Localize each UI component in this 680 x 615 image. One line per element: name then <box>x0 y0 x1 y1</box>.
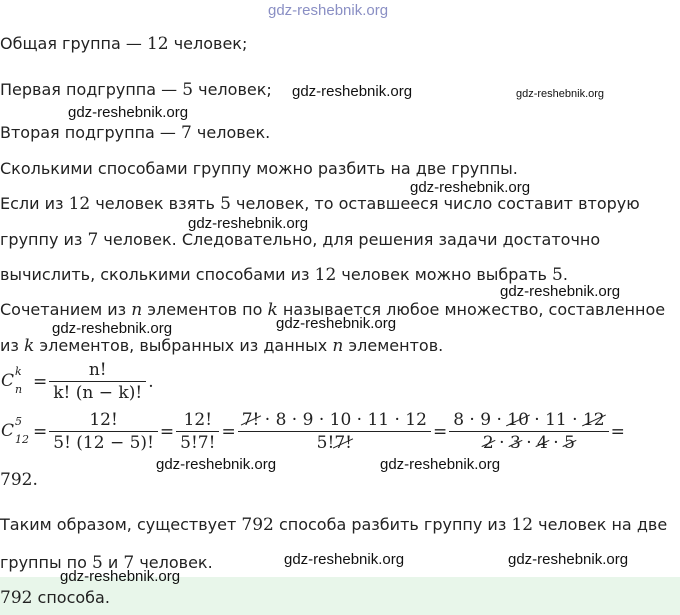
number: 12 <box>68 194 91 214</box>
text: называется любое множество, составленное <box>277 300 666 319</box>
text: группы по <box>0 553 93 572</box>
period: . <box>148 371 154 392</box>
watermark: gdz-reshebnik.org <box>516 88 605 100</box>
variable: n <box>131 300 143 320</box>
text: человек, то оставшееся число составит вторую <box>230 194 640 213</box>
denominator: 5!7! <box>180 433 216 453</box>
factorial: 5! <box>316 433 335 453</box>
superscript: k <box>15 364 22 378</box>
equals-sign: = <box>159 421 175 442</box>
numerator <box>238 410 431 432</box>
number: 12 <box>314 265 337 285</box>
fraction-4 <box>449 410 608 453</box>
text: человек взять <box>90 194 221 213</box>
text: Таким образом, существует <box>0 515 242 534</box>
text: Сочетанием из <box>0 300 132 319</box>
watermark: gdz-reshebnik.org <box>60 568 181 585</box>
text: человек. <box>134 553 213 572</box>
number: 5 <box>182 80 194 100</box>
watermark: gdz-reshebnik.org <box>52 320 173 337</box>
watermark: gdz-reshebnik.org <box>500 283 621 300</box>
dot: · <box>520 433 538 453</box>
watermark: gdz-reshebnik.org <box>68 104 189 121</box>
product: · 8 · 9 · 10 · 11 · 12 <box>259 410 427 430</box>
formula-combination-definition <box>0 360 155 403</box>
text: Сколькими способами группу можно разбить на две группы. <box>0 159 518 178</box>
fraction <box>49 360 146 403</box>
text-line-2 <box>0 80 272 100</box>
text: способа разбить группу из <box>273 515 512 534</box>
dot: · <box>493 433 510 453</box>
watermark: gdz-reshebnik.org <box>284 551 405 568</box>
watermark: gdz-reshebnik.org <box>292 83 413 100</box>
equals-sign: = <box>610 421 625 442</box>
text-line-5 <box>0 194 640 214</box>
subscript: 12 <box>15 432 29 446</box>
watermark: gdz-reshebnik.org <box>188 215 309 232</box>
equals-sign: = <box>33 371 48 392</box>
text-line-9 <box>0 336 443 356</box>
text: из <box>0 336 24 355</box>
cancelled-term: 7! <box>334 433 352 453</box>
symbol-C: C <box>1 370 15 391</box>
denominator <box>238 432 431 453</box>
text: человек можно выбрать <box>336 265 553 284</box>
combination-symbol <box>1 364 31 396</box>
answer-text <box>0 588 110 608</box>
variable: k <box>267 300 278 320</box>
text-line-1 <box>0 34 247 54</box>
fraction-1 <box>49 410 158 453</box>
text: человек. Следовательно, для решения задачи достаточно <box>98 230 601 249</box>
watermark: gdz-reshebnik.org <box>410 179 531 196</box>
text: человек; <box>193 80 272 99</box>
denominator: 5! (12 − 5)! <box>53 433 154 453</box>
text: способа. <box>32 588 110 607</box>
text: . <box>562 265 568 284</box>
text-line-7 <box>0 265 568 285</box>
fraction-3 <box>238 410 431 453</box>
dot: · <box>547 433 565 453</box>
cancelled-term: 4 <box>537 433 548 453</box>
number: 12 <box>146 34 169 54</box>
watermark: gdz-reshebnik.org <box>156 456 277 473</box>
numerator <box>449 410 608 432</box>
fraction-2 <box>176 410 219 453</box>
cancelled-term: 10 <box>507 410 529 430</box>
cancelled-term: 3 <box>509 433 521 453</box>
symbol-C: C <box>1 420 15 441</box>
number: 792 <box>0 588 33 608</box>
watermark: gdz-reshebnik.org <box>508 551 629 568</box>
numerator: 12! <box>49 410 158 432</box>
cancelled-term: 2 <box>482 433 494 453</box>
text: вычислить, сколькими способами из <box>0 265 315 284</box>
text: элементов. <box>343 336 444 355</box>
text: элементов по <box>142 300 268 319</box>
subscript: n <box>15 382 23 396</box>
text-line-4 <box>0 159 518 179</box>
text: Общая группа — <box>0 34 147 53</box>
text-line-10 <box>0 515 667 535</box>
number: 5 <box>552 265 563 285</box>
equals-sign: = <box>33 421 48 442</box>
watermark: gdz-reshebnik.org <box>380 456 501 473</box>
text-line-3 <box>0 123 270 143</box>
number: 7 <box>181 123 192 143</box>
text: элементов, выбранных из данных <box>34 336 333 355</box>
text: и <box>102 553 124 572</box>
formula-calculation <box>0 410 626 453</box>
watermark: gdz-reshebnik.org <box>268 2 389 19</box>
text-line-6 <box>0 230 600 250</box>
combination-symbol <box>1 414 31 446</box>
result-value: 792. <box>0 470 38 490</box>
text: группу из <box>0 230 88 249</box>
cancelled-term: 7! <box>241 410 260 430</box>
numerator: n! <box>49 360 146 382</box>
number: 5 <box>220 194 231 214</box>
watermark: gdz-reshebnik.org <box>276 315 397 332</box>
number: 7 <box>87 230 99 250</box>
text: Вторая подгруппа — <box>0 123 181 142</box>
text: Первая подгруппа — <box>0 80 183 99</box>
superscript: 5 <box>15 414 22 428</box>
product: · 11 · <box>528 410 583 430</box>
number: 5 <box>92 553 103 573</box>
text: человек; <box>168 34 248 53</box>
cancelled-term: 5 <box>564 433 575 453</box>
denominator: k! (n − k)! <box>53 383 143 403</box>
product: 8 · 9 · <box>453 410 508 430</box>
equals-sign: = <box>432 421 448 442</box>
variable: k <box>24 336 35 356</box>
text: человек на две <box>533 515 668 534</box>
equals-sign: = <box>221 421 236 442</box>
number: 792 <box>241 515 274 535</box>
number: 12 <box>511 515 534 535</box>
denominator <box>449 432 608 453</box>
cancelled-term: 12 <box>582 410 605 430</box>
text: человек. <box>191 123 271 142</box>
number: 7 <box>123 553 135 573</box>
variable: n <box>332 336 344 356</box>
numerator: 12! <box>176 410 219 432</box>
text: Если из <box>0 194 69 213</box>
